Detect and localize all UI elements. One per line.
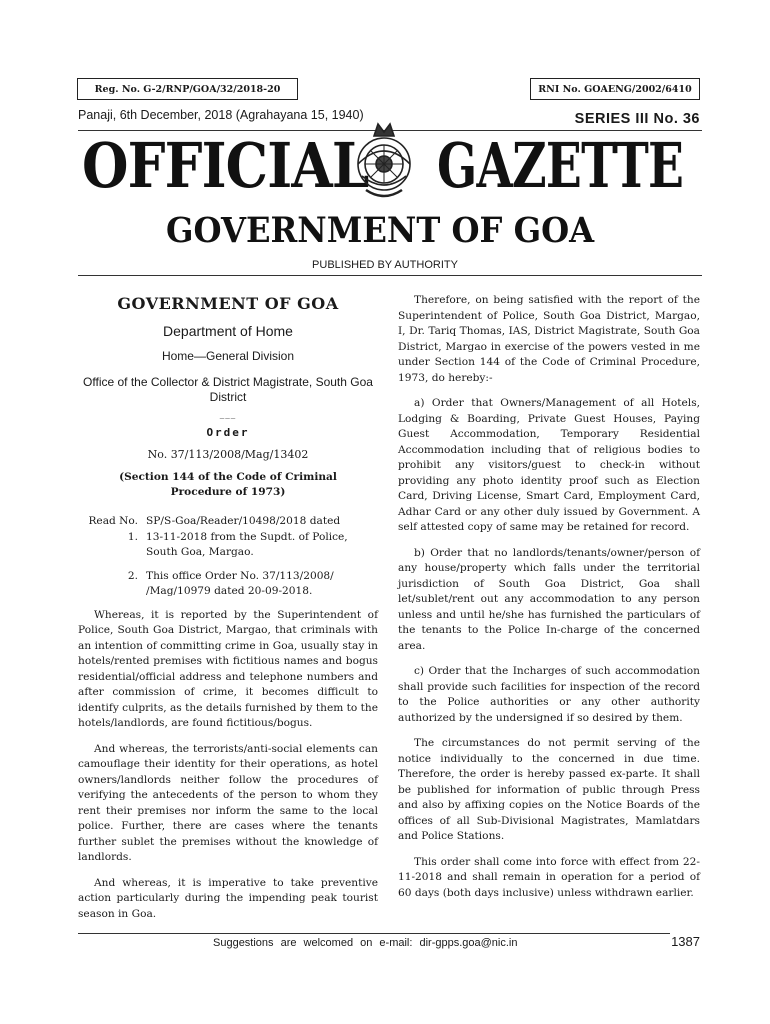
rni-number: RNI No. GOAENG/2002/6410 <box>538 83 692 95</box>
office-name: Office of the Collector & District Magistrate, South Goa District <box>83 374 373 404</box>
section-divider: ___ <box>219 408 237 419</box>
order-number: No. 37/113/2008/Mag/13402 <box>147 447 309 461</box>
order-clause-b: b) Order that no landlords/tenants/owner/person of any house/property which falls under the territorial jurisdiction of South Goa District, Goa shall let/sublet/rent out any accommodation to any person unless and until he/she has furnished the particulars of the tenants to the Police In-charge of the concerned area. <box>398 546 700 652</box>
published-by-authority: PUBLISHED BY AUTHORITY <box>312 259 458 271</box>
goa-state-emblem-icon <box>338 114 430 206</box>
reference-text: This office Order No. 37/113/2008/ /Mag/10979 dated 20-09-2018. <box>146 569 334 597</box>
reg-number: Reg. No. G-2/RNP/GOA/32/2018-20 <box>94 83 281 95</box>
rni-number-box <box>530 78 700 100</box>
order-clause-a: a) Order that Owners/Management of all Hotels, Lodging & Boarding, Private Guest Houses, Paying Guest Accommodation, Temporary Residential Accommodation including that of religious bodies to prohibit any visitors/guest to check-in without providing any photo identity proof such as Election Card, Driving License, Smart Card, Employment Card, Adhar Card or any other duly issued by Government. A self attested copy of same may be retained for record. <box>398 397 700 533</box>
reference-number: 2. <box>127 569 138 582</box>
masthead-official: OFFICIAL <box>82 129 369 202</box>
issue-date: Panaji, 6th December, 2018 (Agrahayana 15, 1940) <box>78 108 364 122</box>
paragraph: The circumstances do not permit serving of the notice individually to the concerned in due time. Therefore, the order is hereby passed ex-parte. It shall be published for information of public through Press and also by affixing copies on the Notice Boards of the offices of all Sub-Divisional Magistrates, Mamlatdars and Police Stations. <box>398 737 700 842</box>
page-number: 1387 <box>671 934 700 949</box>
paragraph: Whereas, it is reported by the Superintendent of Police, South Goa District, Margao, that criminals with an intention of committing crime in Goa, usually stay in hotels/rented premises with fictitious names and bogus residential/official address and telephone numbers and after commission of crime, it becomes difficult to identify culprits, as the details furnished by them to the hotels/landlords, are found fictitious/bogus. <box>78 608 378 729</box>
reference-text: SP/S-Goa/Reader/10498/2018 dated 13-11-2018 from the Supdt. of Police, South Goa, Margao. <box>146 515 348 558</box>
paragraph: This order shall come into force with effect from 22-11-2018 and shall remain in operation for a period of 60 days (both days inclusive) unless withdrawn earlier. <box>398 855 700 899</box>
order-clause-c: c) Order that the Incharges of such accommodation shall provide such facilities for inspection of the record to the Police authorities or any other authority authorized by the undersigned if so desired by them. <box>398 665 700 724</box>
masthead-government: GOVERNMENT OF GOA <box>166 210 595 251</box>
paragraph: Therefore, on being satisfied with the report of the Superintendent of Police, South Goa District, Margao, I, Dr. Tariq Thomas, IAS, District Magistrate, South Goa District, Margao in exercise of the powers vested in me under Section 144 of the Code of Criminal Procedure, 1973, do hereby:- <box>398 294 700 384</box>
dept-name: Department of Home <box>163 322 293 339</box>
order-heading: Order <box>206 426 250 439</box>
footer-suggestions: Suggestions are welcomed on e-mail: dir-gpps.goa@nic.in <box>213 937 518 949</box>
paragraph: And whereas, the terrorists/anti-social elements can camouflage their identity for their operations, as hotel owners/landlords neither follow the procedures of verifying the antecedents of the person to whom they rent their premises nor inform the same to the local police. Further, there are cases where the tenants further sublet the premises without the knowledge of landlords. <box>78 742 378 863</box>
reg-number-box <box>77 78 298 100</box>
division-name: Home—General Division <box>161 349 295 363</box>
footer-divider <box>78 933 670 934</box>
reference-item <box>78 569 378 600</box>
reference-label: Read No. 1. <box>88 515 138 543</box>
masthead-gazette: GAZETTE <box>437 129 684 202</box>
left-column <box>78 293 378 932</box>
masthead-divider <box>78 275 702 276</box>
right-column <box>398 293 700 911</box>
section-reference: (Section 144 of the Code of Criminal Procedure of 1973) <box>119 471 337 498</box>
dept-title: GOVERNMENT OF GOA <box>117 294 339 313</box>
series-number: SERIES III No. 36 <box>574 111 700 127</box>
paragraph: And whereas, it is imperative to take preventive action particularly during the impending peak tourist season in Goa. <box>78 876 378 920</box>
reference-item <box>78 514 378 561</box>
